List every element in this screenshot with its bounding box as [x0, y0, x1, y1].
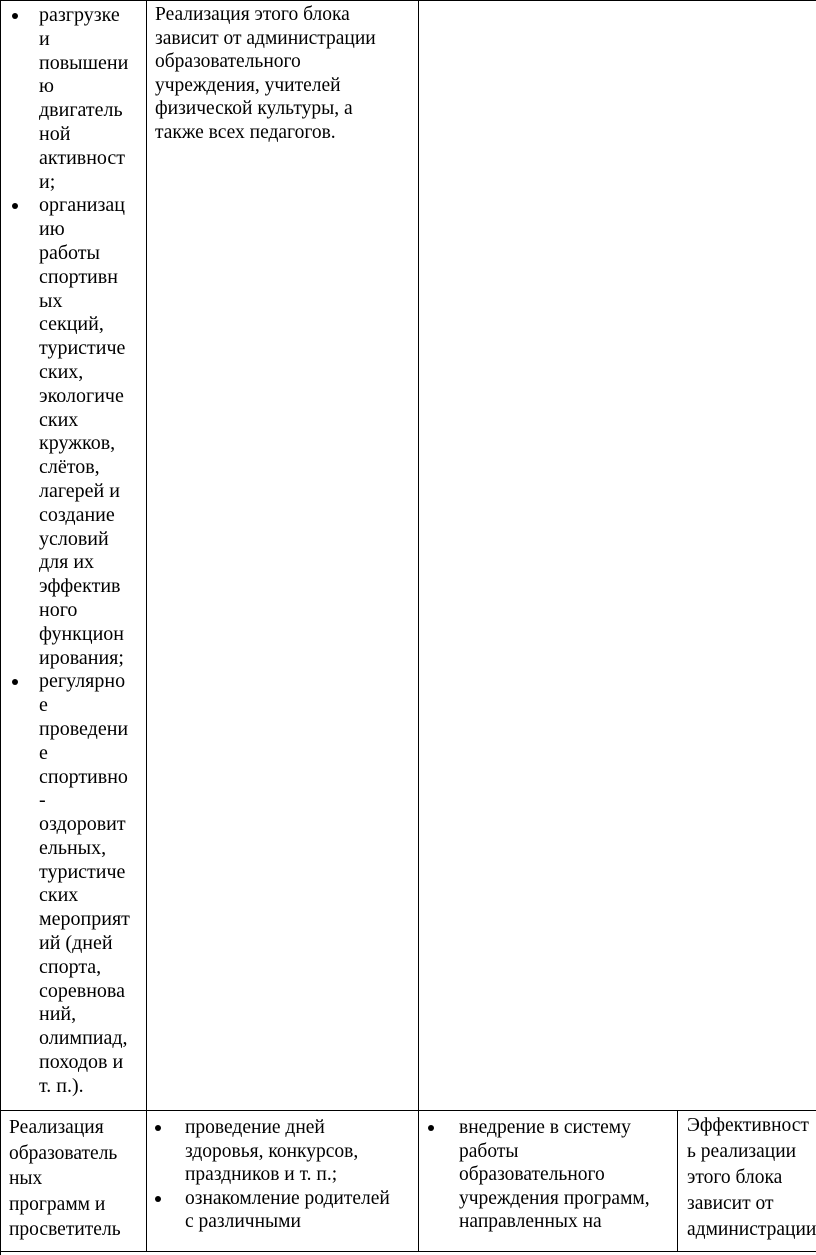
row2-heading	[9, 1115, 141, 1243]
column-divider-1	[146, 0, 147, 1252]
row2-col3-list	[428, 1116, 676, 1234]
column-divider-3	[677, 1110, 678, 1252]
row2-col2-cell	[155, 1116, 417, 1234]
row1-col2-cell	[155, 3, 410, 144]
text-line: Реализация	[9, 1117, 104, 1138]
text-line: ских,	[39, 360, 84, 383]
text-line: ых	[39, 289, 63, 312]
table-border-left	[0, 0, 1, 1255]
text-line: ю	[39, 75, 54, 98]
text-line: экологиче	[39, 384, 124, 407]
list-item	[428, 1116, 676, 1234]
text-line: регулярно	[39, 670, 126, 693]
text-line: слётов,	[39, 456, 100, 479]
text-line: лагерей и	[39, 479, 120, 502]
text-line: функцион	[39, 622, 124, 645]
list-item	[155, 1187, 417, 1234]
text-line: -	[39, 789, 46, 812]
text-line: е	[39, 694, 48, 717]
text-line: и	[39, 27, 50, 50]
row2-col2-list	[155, 1116, 417, 1234]
text-line: физической культуры, а	[155, 98, 353, 119]
table-border-bottom	[0, 1251, 816, 1252]
text-line: праздников и т. п.;	[185, 1164, 338, 1185]
text-line: секций,	[39, 313, 104, 336]
text-line: ных	[9, 1168, 43, 1189]
text-line: ских	[39, 408, 79, 431]
text-line: разгрузке	[39, 4, 120, 26]
row2-col3-cell	[428, 1116, 676, 1234]
text-line: походов и	[39, 1051, 124, 1074]
text-line: внедрение в систему	[459, 1117, 631, 1138]
column-divider-2	[418, 0, 419, 1252]
text-line: и;	[39, 170, 56, 193]
text-line: туристиче	[39, 337, 126, 360]
text-line: двигатель	[39, 99, 123, 122]
text-line: ских	[39, 884, 79, 907]
text-line: ознакомление родителей	[185, 1187, 390, 1209]
text-line: ирования;	[39, 646, 124, 669]
text-line: администрации	[687, 1219, 816, 1240]
list-item	[155, 1116, 417, 1187]
list-item	[12, 670, 145, 1098]
row2-col4-text	[687, 1113, 816, 1243]
text-line: работы	[459, 1140, 519, 1162]
text-line: с различными	[185, 1211, 301, 1232]
text-line: этого блока	[687, 1167, 783, 1188]
text-line: олимпиад,	[39, 1027, 128, 1050]
text-line: эффектив	[39, 575, 121, 598]
text-line: здоровья, конкурсов,	[185, 1140, 359, 1162]
text-line: ию	[39, 218, 65, 241]
text-line: активност	[39, 146, 126, 169]
list-item	[12, 194, 145, 670]
text-line: условий	[39, 527, 109, 550]
text-line: для их	[39, 551, 95, 574]
text-line: спортивн	[39, 265, 118, 288]
list-item	[12, 4, 145, 194]
text-line: т. п.).	[39, 1074, 84, 1097]
row2-col4-cell	[687, 1113, 816, 1243]
text-line: Реализация этого блока	[155, 4, 350, 25]
text-line: мероприят	[39, 908, 130, 931]
text-line: проведение дней	[185, 1117, 325, 1138]
text-line: ного	[39, 598, 78, 621]
text-line: ельных,	[39, 836, 107, 859]
text-line: работы	[39, 241, 100, 264]
text-line: организац	[39, 194, 125, 217]
row-divider	[0, 1110, 816, 1111]
text-line: просветитель	[9, 1219, 121, 1240]
text-line: ь реализации	[687, 1141, 797, 1162]
text-line: направленных на	[459, 1211, 602, 1232]
text-line: спортивно	[39, 765, 128, 788]
text-line: учреждения программ,	[459, 1187, 650, 1209]
text-line: зависит от	[687, 1193, 774, 1214]
text-line: повышени	[39, 51, 129, 74]
row1-paragraph	[155, 3, 410, 144]
text-line: образователь	[9, 1142, 118, 1164]
text-line: соревнова	[39, 979, 125, 1002]
text-line: Эффективност	[687, 1115, 809, 1136]
table-border-top	[0, 0, 816, 1]
text-line: спорта,	[39, 955, 102, 978]
text-line: ной	[39, 122, 71, 145]
row1-col1-cell	[12, 4, 145, 1099]
text-line: е	[39, 741, 48, 764]
text-line: зависит от администрации	[155, 27, 376, 49]
text-line: оздоровит	[39, 813, 126, 836]
text-line: образовательного	[459, 1164, 605, 1185]
text-line: проведени	[39, 717, 129, 740]
row2-col1-cell	[9, 1115, 141, 1243]
text-line: программ и	[9, 1193, 106, 1215]
text-line: ний,	[39, 1003, 77, 1026]
text-line: также всех педагогов.	[155, 121, 336, 143]
row1-bullet-list	[12, 4, 145, 1099]
text-line: ий (дней	[39, 932, 113, 955]
text-line: кружков,	[39, 432, 116, 455]
text-line: учреждения, учителей	[155, 74, 341, 96]
text-line: туристиче	[39, 860, 126, 883]
text-line: образовательного	[155, 51, 301, 72]
text-line: создание	[39, 503, 115, 526]
